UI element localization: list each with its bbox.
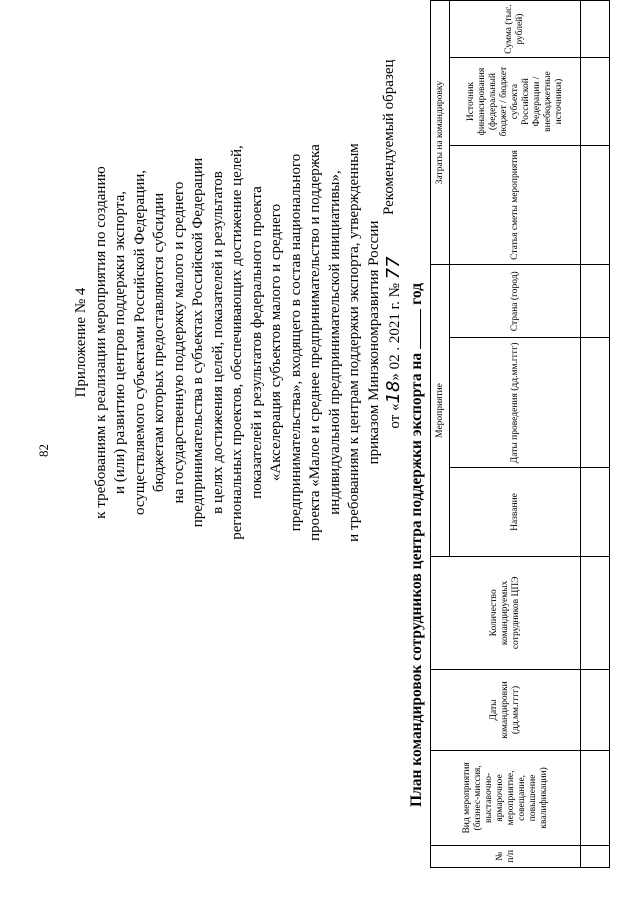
table-cell xyxy=(581,58,610,146)
recommended-sample-label: Рекомендуемый образец xyxy=(381,59,397,215)
appendix-line: на государственную поддержку малого и среднего xyxy=(170,181,187,504)
appendix-line: предпринимательства в субъектах Российской Федерации xyxy=(190,157,206,528)
business-trip-plan-table xyxy=(430,0,610,868)
appendix-line: региональных проектов, обеспечивающих достижение целей, xyxy=(229,145,245,540)
date-middle: » 02 . 2021 г. № xyxy=(387,279,403,381)
appendix-line: проекта «Малое и среднее предпринимательство и поддержка xyxy=(307,144,323,541)
plan-title-suffix: год xyxy=(408,283,425,305)
appendix-line: в целях достижения целей, показателей и результатов xyxy=(209,171,226,514)
plan-title-text: План командировок сотрудников центра поддержки экспорта на xyxy=(408,352,425,807)
table-cell xyxy=(581,265,610,338)
appendix-line: предпринимательства», входящего в состав национального xyxy=(287,153,304,532)
appendix-line: бюджетам которых предоставляются субсидии xyxy=(151,192,167,493)
table-row xyxy=(581,1,610,868)
appendix-line: показателей и результатов федерального проекта xyxy=(248,186,265,499)
appendix-line: осуществляемого субъектами Российской Федерации, xyxy=(131,169,148,516)
date-prefix: от « xyxy=(387,403,403,429)
appendix-header xyxy=(72,80,406,605)
table-cell xyxy=(581,468,610,557)
appendix-line: индивидуальной предпринимательской инициативы», xyxy=(326,170,343,515)
page-number: 82 xyxy=(36,444,51,457)
appendix-line: и требованиям к центрам поддержки экспорта, утвержденным xyxy=(346,143,362,542)
col-header-trip-dates: Даты командировки (дд.мм.гггг) xyxy=(431,669,581,750)
col-header-event-dates: Даты проведения (дд.мм.гггг) xyxy=(450,338,581,468)
table-cell xyxy=(581,669,610,750)
col-header-number: № п/п xyxy=(431,845,581,867)
table-cell xyxy=(581,845,610,867)
appendix-line: к требованиям к реализации мероприятия по созданию xyxy=(92,166,109,519)
appendix-line: «Акселерация субъектов малого и среднего xyxy=(268,203,284,482)
group-header-costs: Затраты на командировку xyxy=(431,1,450,265)
col-header-amount: Сумма (тыс. рублей) xyxy=(450,1,581,58)
appendix-title: Приложение № 4 xyxy=(73,287,89,398)
group-header-event: Мероприятие xyxy=(431,265,450,557)
table-cell xyxy=(581,556,610,669)
plan-title xyxy=(406,283,426,807)
col-header-country-city: Страна (город) xyxy=(450,265,581,338)
appendix-line: приказом Минэкономразвития России xyxy=(365,220,382,465)
appendix-line: и (или) развитию центров поддержки экспорта, xyxy=(112,191,128,495)
table-cell xyxy=(581,145,610,264)
col-header-funding-source: Источник финансирования (федеральный бюджет / бюджет субъекта Российской Федерации / внебюджетные источники) xyxy=(450,58,581,146)
col-header-event-type: Вид мероприятия (бизнес-миссия, выставочно-ярмарочное мероприятие, совещание, повышение квалификации) xyxy=(431,751,581,845)
year-blank-line xyxy=(406,309,421,349)
col-header-employee-count: Количество командируемых сотрудников ЦПЭ xyxy=(431,556,581,669)
table-header-row-1 xyxy=(431,1,450,868)
table-cell xyxy=(581,1,610,58)
handwritten-day: 18 xyxy=(383,380,404,404)
handwritten-order-number: 77 xyxy=(383,256,404,280)
col-header-event-name: Название xyxy=(450,468,581,557)
table-cell xyxy=(581,338,610,468)
col-header-budget-item: Статья сметы мероприятия xyxy=(450,145,581,264)
table-cell xyxy=(581,751,610,845)
